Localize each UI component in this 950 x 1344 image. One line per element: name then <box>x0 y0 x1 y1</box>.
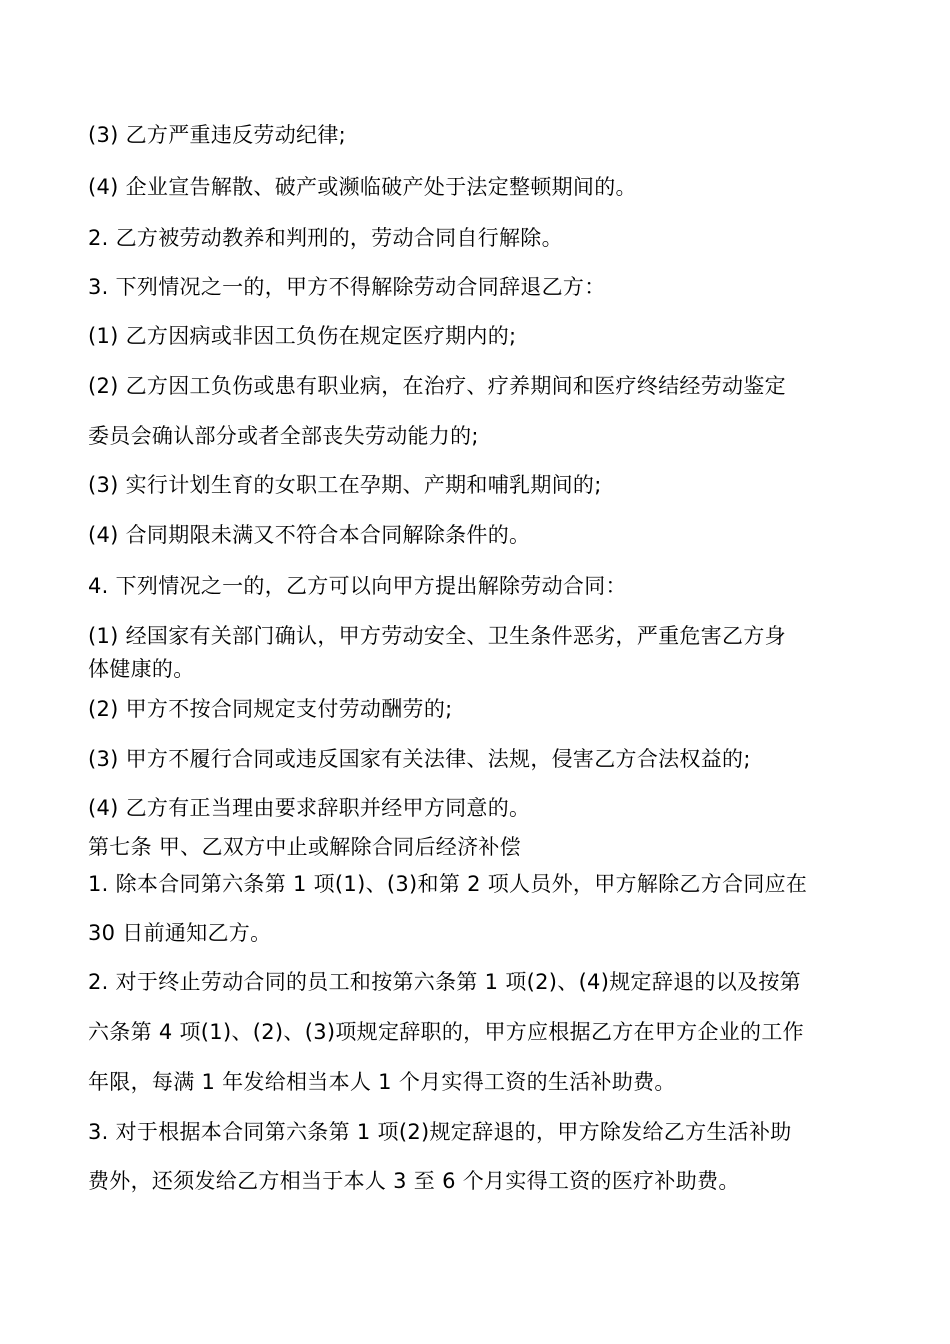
text-line: 30 日前通知乙方。 <box>88 921 272 945</box>
text-line: (3) 甲方不履行合同或违反国家有关法律、法规，侵害乙方合法权益的; <box>88 747 751 771</box>
text-line: 3. 下列情况之一的，甲方不得解除劳动合同辞退乙方： <box>88 275 606 299</box>
text-line: (1) 经国家有关部门确认，甲方劳动安全、卫生条件恶劣，严重危害乙方身 <box>88 624 786 648</box>
section-heading: 第七条 甲、乙双方中止或解除合同后经济补偿 <box>88 835 521 859</box>
text-line: (2) 甲方不按合同规定支付劳动酬劳的; <box>88 697 453 721</box>
text-line: (1) 乙方因病或非因工负伤在规定医疗期内的; <box>88 324 517 348</box>
text-line: (4) 企业宣告解散、破产或濒临破产处于法定整顿期间的。 <box>88 175 637 199</box>
text-line: 六条第 4 项(1)、(2)、(3)项规定辞职的，甲方应根据乙方在甲方企业的工作 <box>88 1020 804 1044</box>
text-line: 1. 除本合同第六条第 1 项(1)、(3)和第 2 项人员外，甲方解除乙方合同应在 <box>88 872 808 896</box>
text-line: (3) 乙方严重违反劳动纪律; <box>88 123 346 147</box>
text-line: (2) 乙方因工负伤或患有职业病，在治疗、疗养期间和医疗终结经劳动鉴定 <box>88 374 786 398</box>
text-line: 费外，还须发给乙方相当于本人 3 至 6 个月实得工资的医疗补助费。 <box>88 1169 740 1193</box>
text-line: 2. 乙方被劳动教养和判刑的，劳动合同自行解除。 <box>88 226 563 250</box>
text-line: 体健康的。 <box>88 657 195 681</box>
text-line: 3. 对于根据本合同第六条第 1 项(2)规定辞退的，甲方除发给乙方生活补助 <box>88 1120 792 1144</box>
text-line: 委员会确认部分或者全部丧失劳动能力的; <box>88 424 479 448</box>
text-line: 2. 对于终止劳动合同的员工和按第六条第 1 项(2)、(4)规定辞退的以及按第 <box>88 970 801 994</box>
text-line: 4. 下列情况之一的，乙方可以向甲方提出解除劳动合同： <box>88 574 627 598</box>
text-line: 年限，每满 1 年发给相当本人 1 个月实得工资的生活补助费。 <box>88 1070 676 1094</box>
text-line: (4) 合同期限未满又不符合本合同解除条件的。 <box>88 523 531 547</box>
text-line: (4) 乙方有正当理由要求辞职并经甲方同意的。 <box>88 796 531 820</box>
text-line: (3) 实行计划生育的女职工在孕期、产期和哺乳期间的; <box>88 473 602 497</box>
